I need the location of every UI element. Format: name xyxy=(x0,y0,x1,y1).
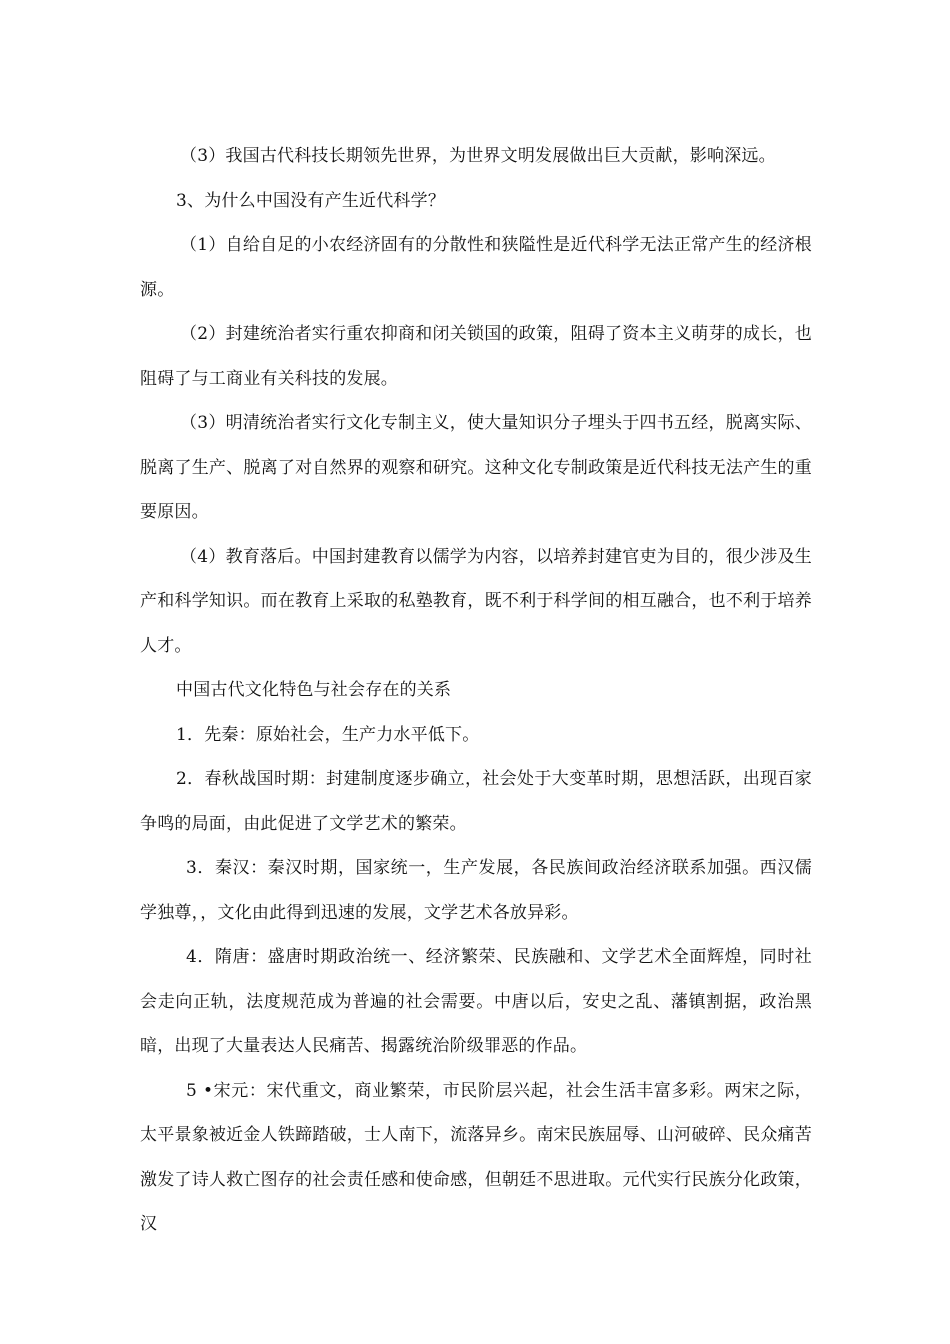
paragraph-reason-2: （2）封建统治者实行重农抑商和闭关锁国的政策，阻碍了资本主义萌芽的成长，也阻碍了与工商业有关科技的发展。 xyxy=(140,324,812,389)
paragraph-reason-3: （3）明清统治者实行文化专制主义，使大量知识分子埋头于四书五经，脱离实际、脱离了生产、脱离了对自然界的观察和研究。这种文化专制政策是近代科技无法产生的重要原因。 xyxy=(140,413,812,522)
document-body xyxy=(140,134,812,1247)
paragraph-period-spring-autumn: 2．春秋战国时期：封建制度逐步确立，社会处于大变革时期，思想活跃，出现百家争鸣的局面，由此促进了文学艺术的繁荣。 xyxy=(140,769,812,834)
question-heading-modern-science: 3、为什么中国没有产生近代科学？ xyxy=(176,190,446,211)
paragraph-reason-4: （4）教育落后。中国封建教育以儒学为内容，以培养封建官吏为目的，很少涉及生产和科学知识。而在教育上采取的私塾教育，既不利于科学间的相互融合，也不利于培养人才。 xyxy=(140,546,812,656)
paragraph-reason-1: （1）自给自足的小农经济固有的分散性和狭隘性是近代科学无法正常产生的经济根源。 xyxy=(140,235,812,300)
paragraph-period-sui-tang: 4．隋唐：盛唐时期政治统一、经济繁荣、民族融和、文学艺术全面辉煌，同时社会走向正轨，法度规范成为普遍的社会需要。中唐以后，安史之乱、藩镇割据，政治黑暗，出现了大量表达人民痛苦、揭露统治阶级罪恶的作品。 xyxy=(140,947,812,1056)
section-heading-culture-society: 中国古代文化特色与社会存在的关系 xyxy=(176,680,452,700)
paragraph-period-song-yuan: 5 •宋元：宋代重文，商业繁荣，市民阶层兴起，社会生活丰富多彩。两宋之际，太平景象被近金人铁蹄踏破，士人南下，流落异乡。南宋民族屈辱、山河破碎、民众痛苦激发了诗人救亡图存的社会责任感和使命感，但朝廷不思进取。元代实行民族分化政策，汉 xyxy=(140,1080,812,1234)
paragraph-period-pre-qin: 1．先秦：原始社会，生产力水平低下。 xyxy=(176,724,480,745)
paragraph-period-qin-han: 3．秦汉：秦汉时期，国家统一，生产发展，各民族间政治经济联系加强。西汉儒学独尊，，文化由此得到迅速的发展，文学艺术各放异彩。 xyxy=(140,858,812,923)
paragraph-ancient-tech-contribution: （3）我国古代科技长期领先世界，为世界文明发展做出巨大贡献，影响深远。 xyxy=(180,146,776,166)
